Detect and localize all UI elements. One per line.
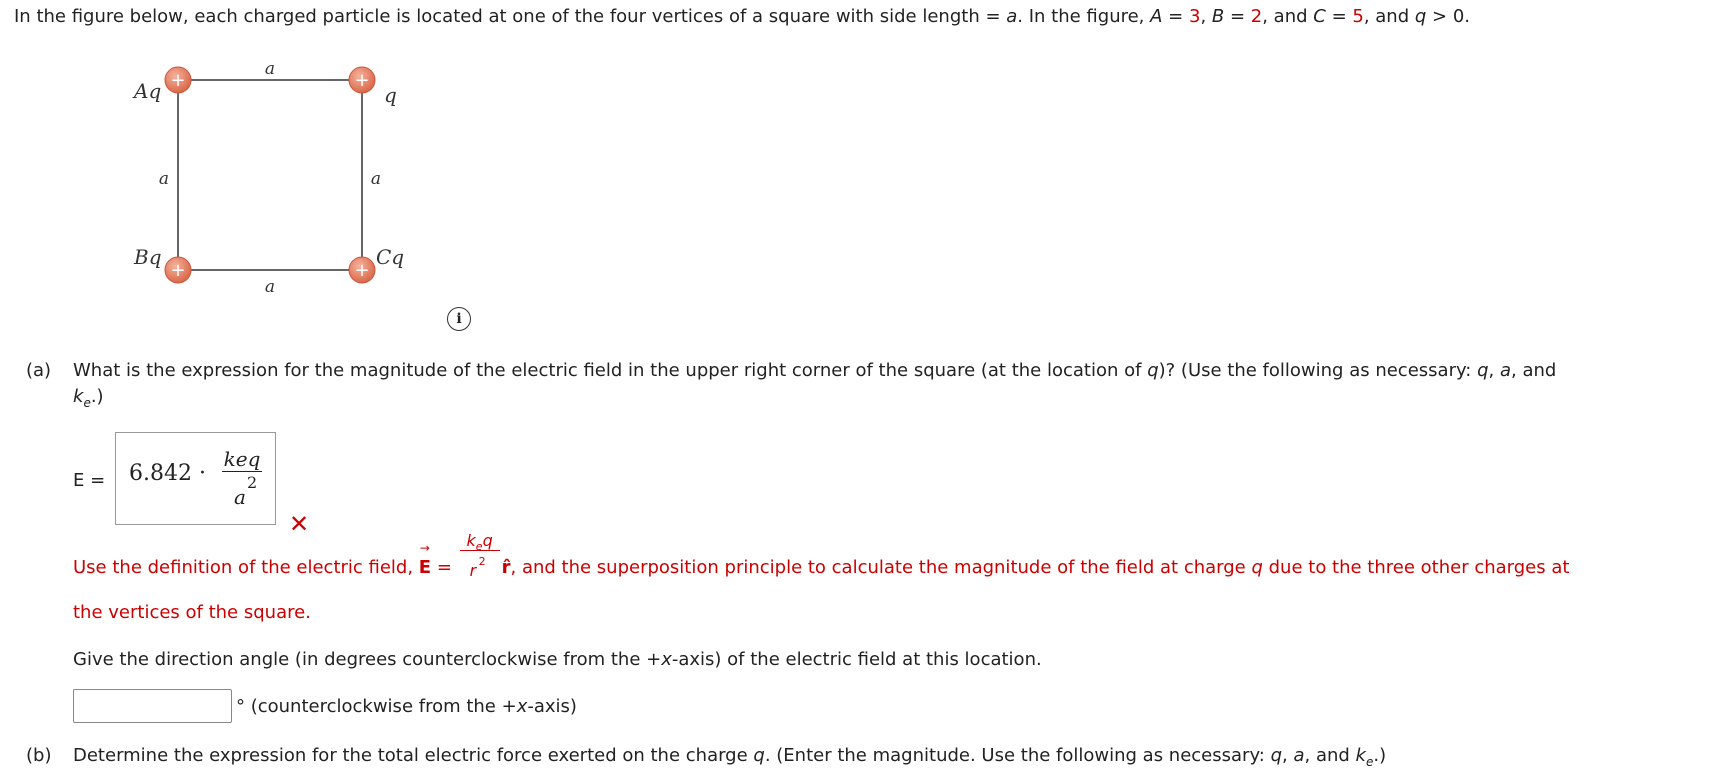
angle-unit-end: -axis) [527, 696, 577, 717]
sep: , and [1304, 745, 1356, 766]
part-a-question-cont [73, 386, 104, 410]
angle-unit [236, 696, 577, 717]
var-q: q [1251, 557, 1263, 578]
label-Aq: Aq [134, 79, 162, 103]
value-B: 2 [1250, 6, 1263, 27]
hint-fraction-denominator: r [469, 561, 477, 580]
angle-unit-text: ° (counterclockwise from the + [236, 696, 517, 717]
plus-sign: + [170, 70, 186, 91]
hint-line-2: the vertices of the square. [73, 602, 311, 623]
side-label-bottom: a [264, 277, 276, 292]
e-label: E = [73, 470, 106, 491]
part-b-label: (b) [26, 745, 52, 766]
var-k-sub: e [83, 396, 91, 410]
value-C: 5 [1352, 6, 1364, 27]
answer-denominator: a [234, 485, 246, 509]
label-Cq: Cq [376, 245, 405, 269]
var-q: q [1147, 360, 1159, 381]
var-q: q [753, 745, 765, 766]
hint-text-2: , and the superposition principle to calculate the magnitude of the field at charge [510, 557, 1252, 578]
hint-fraction-numerator [460, 531, 500, 551]
answer-numerator: keq [223, 447, 261, 471]
sep: , and [1511, 360, 1557, 381]
side-label-top: a [264, 59, 276, 79]
charge-square-figure [120, 52, 440, 292]
var-x: x [516, 696, 528, 717]
info-icon[interactable] [447, 307, 471, 331]
problem-intro [14, 6, 1470, 27]
angle-prompt-end: -axis) of the electric field at this location. [671, 649, 1042, 670]
angle-prompt [73, 649, 1042, 670]
equals: = [1224, 6, 1251, 27]
label-q: q [384, 83, 397, 107]
sep: , [1488, 360, 1500, 381]
vector-E [418, 541, 432, 578]
var-q: q [1270, 745, 1283, 766]
var-x: x [661, 649, 672, 670]
question-text: What is the expression for the magnitude of the electric field in the upper right corner of the square (at the location of [73, 360, 1148, 381]
end-text: .) [1373, 745, 1387, 766]
end-text: .) [90, 386, 104, 407]
k-sub: e [475, 540, 483, 553]
q: q [482, 531, 493, 550]
question-text-2: . (Enter the magnitude. Use the following as necessary: [764, 745, 1271, 766]
value-A: 3 [1188, 6, 1201, 27]
var-q: q [1414, 6, 1427, 27]
hint-text-3: due to the three other charges at [1262, 557, 1570, 578]
answer-coefficient: 6.842 · [129, 461, 206, 486]
info-glyph: i [456, 311, 462, 327]
answer-expression-box[interactable] [115, 432, 276, 525]
plus-sign: + [354, 260, 370, 281]
var-k: k [1355, 745, 1366, 766]
label-Bq: Bq [134, 245, 162, 269]
gt-zero: > 0. [1426, 6, 1471, 27]
sep: , [1282, 745, 1294, 766]
comma: , [1363, 6, 1376, 27]
and-text: , and [1262, 6, 1314, 27]
and-word: and [1375, 6, 1415, 27]
vector-arrow-icon: → [419, 541, 430, 555]
answer-denominator-exp: 2 [247, 473, 258, 492]
hint-text: Use the definition of the electric field, [73, 557, 419, 578]
square-outline [178, 80, 362, 270]
var-a: a [1500, 360, 1512, 381]
incorrect-x-icon: ✕ [289, 510, 310, 538]
var-k-sub: e [1365, 755, 1374, 769]
angle-input[interactable] [73, 689, 232, 723]
equals: = [1325, 6, 1353, 27]
var-B: B [1211, 6, 1225, 27]
question-text: Determine the expression for the total electric force exerted on the charge [73, 745, 754, 766]
charge-square-svg [120, 52, 440, 292]
question-text-2: )? (Use the following as necessary: [1158, 360, 1478, 381]
var-q: q [1477, 360, 1489, 381]
hint-eq: = [431, 557, 458, 578]
var-a: a [1006, 6, 1018, 27]
r-hat: r̂ [501, 557, 511, 578]
hint-line-1 [73, 531, 1570, 580]
hint-fraction-den-exp: 2 [478, 555, 486, 568]
var-A: A [1150, 6, 1163, 27]
intro-text: In the figure below, each charged particle is located at one of the four vertices of a square with side length = [14, 6, 1007, 27]
part-a-label: (a) [26, 360, 52, 381]
angle-prompt-text: Give the direction angle (in degrees counterclockwise from the + [73, 649, 662, 670]
plus-sign: + [170, 260, 186, 281]
part-a-question [73, 360, 1556, 381]
plus-sign: + [354, 70, 370, 91]
hint-fraction [458, 531, 502, 580]
comma: , [1200, 6, 1212, 27]
part-b-question [73, 745, 1387, 769]
side-label-right: a [370, 169, 382, 189]
equals: = [1162, 6, 1189, 27]
vector-E-letter: E [418, 557, 432, 578]
var-a: a [1293, 745, 1305, 766]
side-label-left: a [158, 169, 170, 189]
var-C: C [1313, 6, 1326, 27]
intro-text-2: . In the figure, [1017, 6, 1151, 27]
k: k [466, 531, 476, 550]
var-k: k [73, 386, 84, 407]
